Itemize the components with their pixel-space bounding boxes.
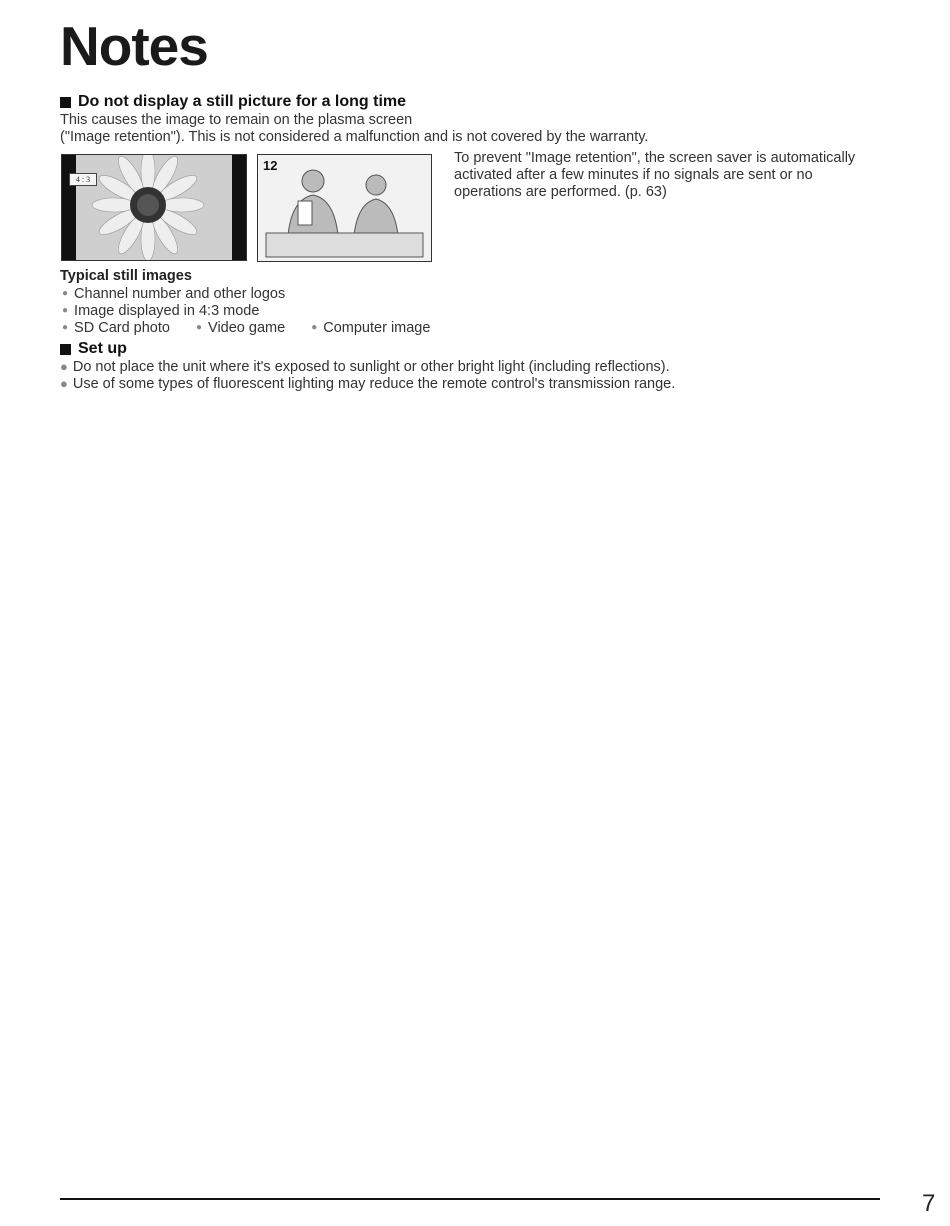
list-item: SD Card photo bbox=[74, 320, 170, 336]
people-illustration bbox=[258, 155, 431, 261]
typical-still-images-heading: Typical still images bbox=[60, 268, 192, 284]
body-text-line2: ("Image retention"). This is not considered a malfunction and is not covered by the warranty. bbox=[60, 129, 649, 145]
list-item: ● Channel number and other logos bbox=[62, 286, 286, 302]
screen-saver-note: To prevent "Image retention", the screen saver is automatically activated after a few minutes if no signals are sent or no operations are performed. (p. 63) bbox=[454, 150, 856, 200]
sunflower-illustration bbox=[62, 155, 246, 260]
dot-bullet-icon: ● bbox=[60, 359, 68, 374]
page-title: Notes bbox=[60, 15, 208, 77]
aspect-ratio-badge: 4 : 3 bbox=[69, 173, 97, 186]
dot-bullet-icon: ● bbox=[62, 305, 69, 316]
list-item: ● Use of some types of fluorescent lighting may reduce the remote control's transmission range. bbox=[60, 376, 676, 392]
dot-bullet-icon: ● bbox=[311, 322, 318, 333]
square-bullet-icon bbox=[60, 344, 71, 355]
dot-bullet-icon: ● bbox=[196, 322, 203, 333]
section-heading-still-picture bbox=[60, 93, 406, 111]
list-item-inline-row bbox=[62, 320, 430, 338]
list-item: Video game bbox=[208, 320, 286, 336]
channel-logo-image bbox=[257, 154, 432, 262]
section-heading-text: Do not display a still picture for a long time bbox=[78, 93, 407, 110]
channel-number: 12 bbox=[263, 158, 278, 173]
list-item: ● Image displayed in 4:3 mode bbox=[62, 303, 260, 319]
dot-bullet-icon: ● bbox=[62, 288, 69, 299]
body-text-line1: This causes the image to remain on the plasma screen bbox=[60, 112, 413, 128]
section-heading-set-up bbox=[60, 340, 127, 358]
list-item: Computer image bbox=[323, 320, 431, 336]
list-item: ● Do not place the unit where it's exposed to sunlight or other bright light (including reflections). bbox=[60, 359, 670, 375]
sunflower-image bbox=[61, 154, 247, 261]
square-bullet-icon bbox=[60, 97, 71, 108]
footer-divider bbox=[60, 1198, 880, 1200]
page-number: 7 bbox=[922, 1190, 936, 1217]
dot-bullet-icon: ● bbox=[62, 322, 69, 333]
dot-bullet-icon: ● bbox=[60, 376, 68, 391]
section-heading-text: Set up bbox=[78, 340, 127, 357]
